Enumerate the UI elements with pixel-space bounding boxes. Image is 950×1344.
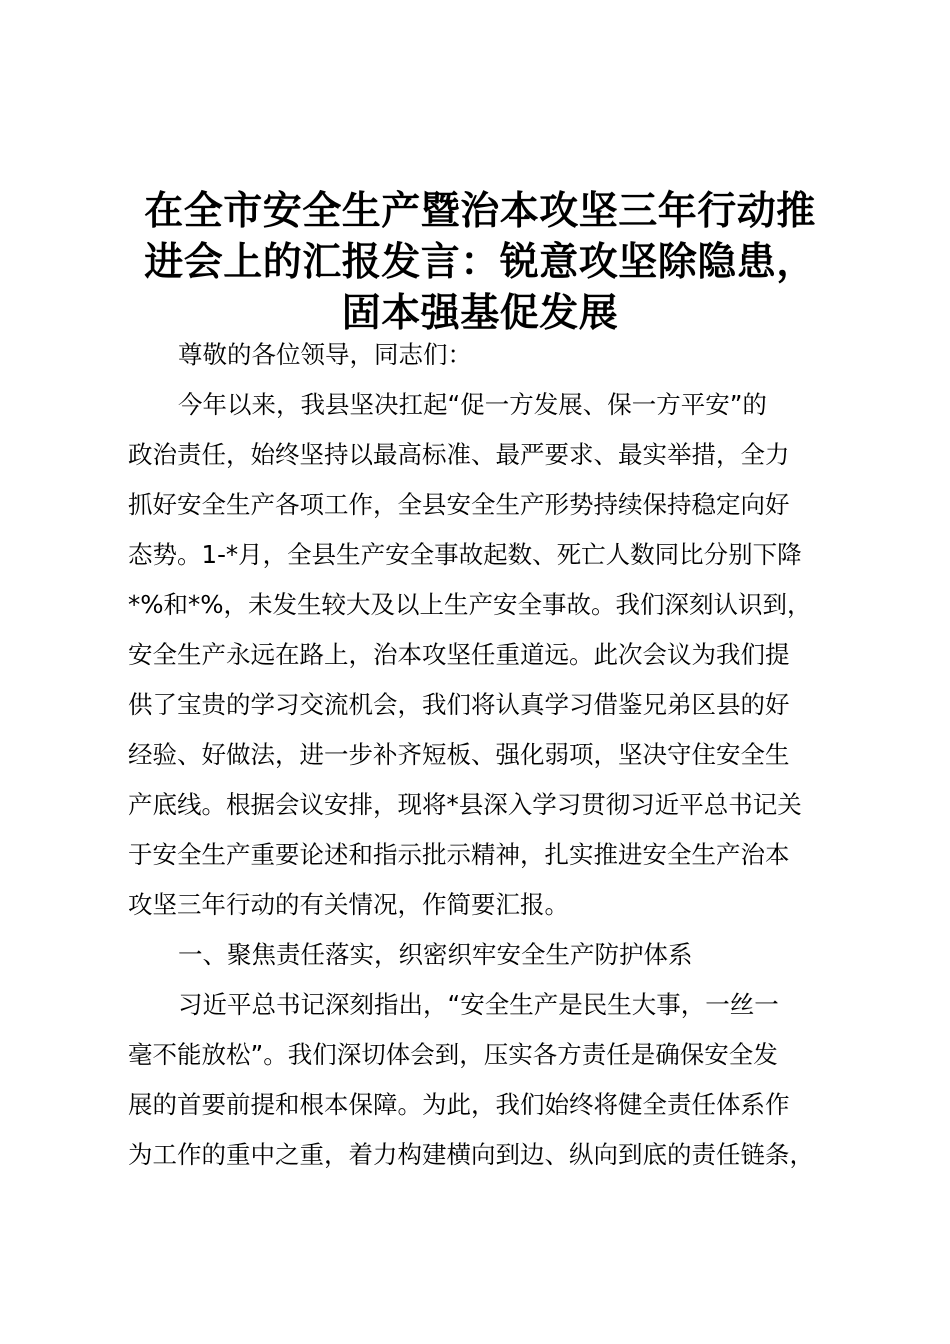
paragraph-line: *%和*%，未发生较大及以上生产安全事故。我们深刻认识到，	[128, 590, 812, 619]
title-line: 在全市安全生产暨治本攻坚三年行动推	[144, 188, 816, 234]
paragraph-line: 为工作的重中之重，着力构建横向到边、纵向到底的责任链条，	[128, 1140, 814, 1169]
paragraph-line: 展的首要前提和根本保障。为此，我们始终将健全责任体系作	[128, 1090, 790, 1119]
paragraph-line: 毫不能放松”。我们深切体会到，压实各方责任是确保安全发	[128, 1040, 778, 1069]
paragraph-line: 安全生产永远在路上，治本攻坚任重道远。此次会议为我们提	[128, 640, 790, 669]
paragraph-line: 攻坚三年行动的有关情况，作简要汇报。	[128, 890, 569, 919]
paragraph-2	[128, 980, 858, 1180]
paragraph-line: 供了宝贵的学习交流机会，我们将认真学习借鉴兄弟区县的好	[128, 690, 790, 719]
paragraph-line: 产底线。根据会议安排，现将*县深入学习贯彻习近平总书记关	[128, 790, 802, 819]
section-heading: 一、聚焦责任落实，织密织牢安全生产防护体系	[178, 940, 693, 969]
paragraph-line: 抓好安全生产各项工作，全县安全生产形势持续保持稳定向好	[128, 490, 790, 519]
salutation: 尊敬的各位领导，同志们：	[178, 340, 472, 369]
title-line: 进会上的汇报发言：锐意攻坚除隐患，	[144, 239, 816, 285]
document-title	[110, 186, 850, 339]
paragraph-line: 于安全生产重要论述和指示批示精神，扎实推进安全生产治本	[128, 840, 790, 869]
paragraph-line: 今年以来，我县坚决扛起“促一方发展、保一方平安”的	[178, 390, 767, 419]
document-body	[128, 330, 858, 1180]
paragraph-line: 政治责任，始终坚持以最高标准、最严要求、最实举措，全力	[128, 440, 790, 469]
paragraph-1	[128, 380, 858, 930]
paragraph-line: 经验、好做法，进一步补齐短板、强化弱项，坚决守住安全生	[128, 740, 790, 769]
paragraph-line: 习近平总书记深刻指出，“安全生产是民生大事，一丝一	[178, 990, 779, 1019]
title-line: 固本强基促发展	[341, 290, 619, 336]
paragraph-line: 态势。1-*月，全县生产安全事故起数、死亡人数同比分别下降	[128, 540, 802, 569]
